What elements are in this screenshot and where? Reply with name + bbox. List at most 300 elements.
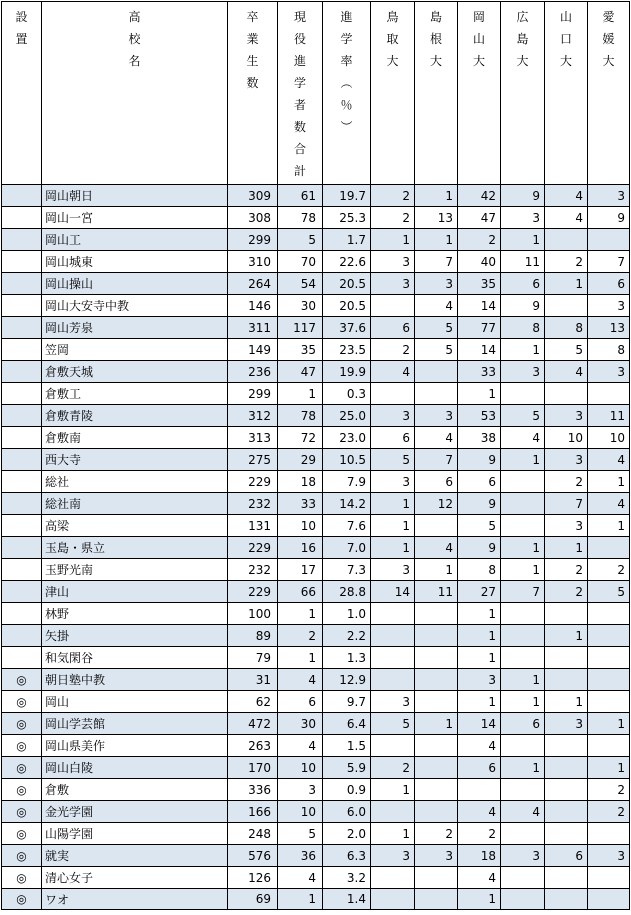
cell-okayama: 53 [458, 405, 501, 427]
cell-shimane [415, 669, 458, 691]
cell-school: 津山 [42, 581, 228, 603]
cell-hiroshima: 7 [501, 581, 545, 603]
table-row [2, 537, 630, 559]
header-char: ︶ [340, 120, 353, 134]
cell-setti [2, 295, 42, 317]
cell-advancers: 29 [278, 449, 323, 471]
cell-school: 清心女子 [42, 867, 228, 889]
cell-rate: 1.0 [323, 603, 371, 625]
cell-yamaguchi: 2 [545, 251, 588, 273]
cell-hiroshima: 1 [501, 757, 545, 779]
cell-yamaguchi: 10 [545, 427, 588, 449]
cell-hiroshima: 4 [501, 801, 545, 823]
cell-tottori: 5 [371, 449, 415, 471]
cell-okayama: 6 [458, 471, 501, 493]
cell-school: 倉敷 [42, 779, 228, 801]
cell-school: 総社南 [42, 493, 228, 515]
cell-rate: 20.5 [323, 295, 371, 317]
cell-shimane: 1 [415, 185, 458, 207]
cell-ehime: 2 [588, 559, 630, 581]
cell-setti [2, 273, 42, 295]
cell-hiroshima [501, 625, 545, 647]
cell-hiroshima: 6 [501, 713, 545, 735]
cell-shimane: 5 [415, 339, 458, 361]
cell-setti [2, 339, 42, 361]
cell-tottori: 3 [371, 273, 415, 295]
cell-hiroshima [501, 889, 545, 910]
cell-tottori [371, 295, 415, 317]
header-char: 媛 [602, 32, 615, 46]
cell-school: 西大寺 [42, 449, 228, 471]
cell-yamaguchi [545, 801, 588, 823]
cell-yamaguchi [545, 669, 588, 691]
cell-setti [2, 515, 42, 537]
cell-advancers: 18 [278, 471, 323, 493]
cell-school: 和気閑谷 [42, 647, 228, 669]
cell-yamaguchi: 2 [545, 559, 588, 581]
cell-ehime: 2 [588, 801, 630, 823]
cell-rate: 6.0 [323, 801, 371, 823]
cell-tottori [371, 889, 415, 910]
cell-tottori: 1 [371, 493, 415, 515]
cell-setti [2, 317, 42, 339]
cell-yamaguchi [545, 647, 588, 669]
cell-okayama: 9 [458, 537, 501, 559]
cell-tottori: 2 [371, 757, 415, 779]
cell-school: 岡山県美作 [42, 735, 228, 757]
results-table [1, 1, 630, 910]
table-row [2, 471, 630, 493]
cell-ehime [588, 867, 630, 889]
cell-yamaguchi: 1 [545, 537, 588, 559]
cell-setti [2, 185, 42, 207]
table-row [2, 691, 630, 713]
cell-setti: ◎ [2, 889, 42, 910]
cell-hiroshima: 11 [501, 251, 545, 273]
cell-okayama: 3 [458, 669, 501, 691]
header-label: 現 [293, 10, 306, 24]
cell-tottori [371, 867, 415, 889]
cell-shimane: 3 [415, 845, 458, 867]
cell-tottori: 1 [371, 515, 415, 537]
cell-advancers: 6 [278, 691, 323, 713]
cell-yamaguchi: 4 [545, 361, 588, 383]
cell-hiroshima: 8 [501, 317, 545, 339]
table-row [2, 713, 630, 735]
cell-shimane: 3 [415, 273, 458, 295]
cell-ehime: 1 [588, 757, 630, 779]
cell-school: 岡山操山 [42, 273, 228, 295]
cell-school: 岡山城東 [42, 251, 228, 273]
cell-grads: 229 [228, 471, 278, 493]
cell-setti: ◎ [2, 757, 42, 779]
cell-shimane [415, 647, 458, 669]
cell-school: 岡山朝日 [42, 185, 228, 207]
cell-grads: 146 [228, 295, 278, 317]
cell-shimane: 4 [415, 537, 458, 559]
cell-hiroshima [501, 735, 545, 757]
cell-advancers: 4 [278, 735, 323, 757]
cell-hiroshima: 1 [501, 537, 545, 559]
cell-hiroshima [501, 823, 545, 845]
cell-okayama: 40 [458, 251, 501, 273]
cell-rate: 20.5 [323, 273, 371, 295]
cell-rate: 10.5 [323, 449, 371, 471]
header-rate [323, 2, 371, 185]
cell-setti: ◎ [2, 823, 42, 845]
header-char: 数 [246, 76, 259, 90]
cell-school: 朝日塾中教 [42, 669, 228, 691]
cell-advancers: 10 [278, 757, 323, 779]
header-label: 卒 [246, 10, 259, 24]
cell-yamaguchi: 1 [545, 273, 588, 295]
cell-shimane [415, 625, 458, 647]
cell-school: 矢掛 [42, 625, 228, 647]
header-setti [2, 2, 42, 185]
header-char: 者 [293, 98, 306, 112]
cell-rate: 14.2 [323, 493, 371, 515]
cell-grads: 79 [228, 647, 278, 669]
header-okayama [458, 2, 501, 185]
cell-shimane: 1 [415, 229, 458, 251]
cell-shimane [415, 779, 458, 801]
table-row [2, 207, 630, 229]
header-char: 校 [128, 32, 141, 46]
header-char: 置 [15, 32, 28, 46]
cell-setti [2, 625, 42, 647]
cell-shimane [415, 735, 458, 757]
cell-tottori: 1 [371, 779, 415, 801]
cell-advancers: 4 [278, 867, 323, 889]
cell-advancers: 117 [278, 317, 323, 339]
cell-okayama: 9 [458, 449, 501, 471]
cell-tottori: 3 [371, 559, 415, 581]
cell-grads: 232 [228, 559, 278, 581]
header-char: 大 [429, 54, 442, 68]
cell-tottori: 2 [371, 185, 415, 207]
cell-setti: ◎ [2, 691, 42, 713]
cell-ehime: 9 [588, 207, 630, 229]
cell-okayama: 5 [458, 515, 501, 537]
cell-setti [2, 603, 42, 625]
cell-hiroshima [501, 867, 545, 889]
table-row [2, 493, 630, 515]
header-label: 設 [15, 10, 28, 24]
cell-ehime: 5 [588, 581, 630, 603]
cell-rate: 2.0 [323, 823, 371, 845]
cell-advancers: 1 [278, 647, 323, 669]
cell-yamaguchi: 3 [545, 515, 588, 537]
cell-shimane: 13 [415, 207, 458, 229]
cell-ehime: 7 [588, 251, 630, 273]
cell-okayama: 18 [458, 845, 501, 867]
header-yamaguchi [545, 2, 588, 185]
cell-ehime [588, 691, 630, 713]
cell-advancers: 5 [278, 229, 323, 251]
cell-yamaguchi: 1 [545, 625, 588, 647]
header-shimane [415, 2, 458, 185]
cell-ehime: 1 [588, 713, 630, 735]
cell-yamaguchi: 6 [545, 845, 588, 867]
cell-setti [2, 251, 42, 273]
header-char: 名 [128, 54, 141, 68]
cell-rate: 2.2 [323, 625, 371, 647]
cell-grads: 336 [228, 779, 278, 801]
header-char: 率 [340, 54, 353, 68]
cell-advancers: 3 [278, 779, 323, 801]
table-row [2, 823, 630, 845]
cell-okayama: 33 [458, 361, 501, 383]
header-label: 鳥 [386, 10, 399, 24]
cell-rate: 22.6 [323, 251, 371, 273]
cell-grads: 229 [228, 581, 278, 603]
cell-advancers: 10 [278, 515, 323, 537]
cell-okayama: 14 [458, 713, 501, 735]
header-label: 岡 [472, 10, 485, 24]
cell-setti [2, 229, 42, 251]
cell-hiroshima: 1 [501, 669, 545, 691]
cell-okayama: 42 [458, 185, 501, 207]
cell-school: 林野 [42, 603, 228, 625]
header-label: 広 [516, 10, 529, 24]
cell-hiroshima [501, 493, 545, 515]
table-row [2, 295, 630, 317]
table-row [2, 581, 630, 603]
table-row [2, 405, 630, 427]
cell-rate: 3.2 [323, 867, 371, 889]
cell-rate: 9.7 [323, 691, 371, 713]
cell-yamaguchi: 4 [545, 207, 588, 229]
cell-tottori: 3 [371, 471, 415, 493]
cell-hiroshima: 1 [501, 339, 545, 361]
cell-grads: 309 [228, 185, 278, 207]
table-row [2, 845, 630, 867]
cell-hiroshima [501, 383, 545, 405]
table-row [2, 779, 630, 801]
cell-ehime [588, 889, 630, 910]
cell-hiroshima [501, 779, 545, 801]
cell-shimane: 4 [415, 295, 458, 317]
cell-yamaguchi [545, 889, 588, 910]
cell-ehime [588, 625, 630, 647]
cell-tottori [371, 647, 415, 669]
cell-okayama: 4 [458, 867, 501, 889]
table-row [2, 647, 630, 669]
cell-hiroshima: 1 [501, 559, 545, 581]
cell-grads: 310 [228, 251, 278, 273]
cell-grads: 126 [228, 867, 278, 889]
cell-school: 笠岡 [42, 339, 228, 361]
cell-advancers: 66 [278, 581, 323, 603]
header-char: 大 [602, 54, 615, 68]
cell-setti [2, 559, 42, 581]
table-row [2, 251, 630, 273]
cell-tottori: 3 [371, 691, 415, 713]
cell-ehime: 1 [588, 515, 630, 537]
header-char: 山 [472, 32, 485, 46]
cell-grads: 100 [228, 603, 278, 625]
cell-advancers: 33 [278, 493, 323, 515]
table-row [2, 449, 630, 471]
cell-ehime [588, 537, 630, 559]
cell-tottori: 4 [371, 361, 415, 383]
cell-hiroshima: 1 [501, 449, 545, 471]
table-row [2, 185, 630, 207]
cell-setti: ◎ [2, 713, 42, 735]
cell-rate: 12.9 [323, 669, 371, 691]
header-ehime [588, 2, 630, 185]
cell-grads: 313 [228, 427, 278, 449]
cell-rate: 25.3 [323, 207, 371, 229]
cell-advancers: 10 [278, 801, 323, 823]
cell-yamaguchi: 2 [545, 471, 588, 493]
cell-yamaguchi: 7 [545, 493, 588, 515]
cell-ehime: 2 [588, 779, 630, 801]
table-row [2, 273, 630, 295]
cell-school: 就実 [42, 845, 228, 867]
cell-school: 玉野光南 [42, 559, 228, 581]
cell-rate: 1.7 [323, 229, 371, 251]
cell-advancers: 47 [278, 361, 323, 383]
cell-tottori: 6 [371, 317, 415, 339]
cell-shimane: 11 [415, 581, 458, 603]
cell-advancers: 30 [278, 713, 323, 735]
cell-okayama: 2 [458, 229, 501, 251]
header-char: 根 [429, 32, 442, 46]
cell-setti: ◎ [2, 779, 42, 801]
cell-rate: 23.5 [323, 339, 371, 361]
cell-okayama: 77 [458, 317, 501, 339]
header-char: 口 [559, 32, 572, 46]
table-row [2, 229, 630, 251]
cell-okayama: 4 [458, 735, 501, 757]
cell-setti: ◎ [2, 845, 42, 867]
cell-advancers: 35 [278, 339, 323, 361]
cell-hiroshima [501, 515, 545, 537]
cell-advancers: 78 [278, 207, 323, 229]
header-label: 進 [340, 10, 353, 24]
cell-setti [2, 493, 42, 515]
cell-school: 山陽学園 [42, 823, 228, 845]
cell-grads: 472 [228, 713, 278, 735]
cell-rate: 7.0 [323, 537, 371, 559]
cell-shimane [415, 801, 458, 823]
header-hiroshima [501, 2, 545, 185]
header-char: 学 [293, 76, 306, 90]
cell-rate: 6.4 [323, 713, 371, 735]
cell-shimane [415, 603, 458, 625]
cell-school: 岡山白陵 [42, 757, 228, 779]
cell-advancers: 2 [278, 625, 323, 647]
cell-grads: 236 [228, 361, 278, 383]
table-row [2, 735, 630, 757]
cell-grads: 89 [228, 625, 278, 647]
cell-shimane [415, 867, 458, 889]
cell-rate: 7.9 [323, 471, 371, 493]
cell-yamaguchi [545, 295, 588, 317]
cell-tottori [371, 735, 415, 757]
cell-rate: 6.3 [323, 845, 371, 867]
table-row [2, 801, 630, 823]
cell-grads: 576 [228, 845, 278, 867]
cell-yamaguchi: 3 [545, 405, 588, 427]
header-char: 大 [559, 54, 572, 68]
cell-school: 倉敷南 [42, 427, 228, 449]
cell-advancers: 1 [278, 603, 323, 625]
cell-grads: 311 [228, 317, 278, 339]
cell-rate: 37.6 [323, 317, 371, 339]
cell-grads: 312 [228, 405, 278, 427]
cell-ehime: 10 [588, 427, 630, 449]
cell-ehime [588, 647, 630, 669]
cell-ehime: 11 [588, 405, 630, 427]
cell-shimane: 4 [415, 427, 458, 449]
cell-school: 岡山 [42, 691, 228, 713]
cell-setti [2, 361, 42, 383]
cell-tottori [371, 603, 415, 625]
header-char: 役 [293, 32, 306, 46]
cell-advancers: 61 [278, 185, 323, 207]
cell-rate: 0.9 [323, 779, 371, 801]
cell-grads: 170 [228, 757, 278, 779]
header-label: 愛 [602, 10, 615, 24]
cell-grads: 149 [228, 339, 278, 361]
header-char: 大 [386, 54, 399, 68]
cell-hiroshima: 1 [501, 229, 545, 251]
cell-rate: 19.7 [323, 185, 371, 207]
cell-tottori [371, 669, 415, 691]
cell-yamaguchi [545, 229, 588, 251]
cell-okayama: 8 [458, 559, 501, 581]
cell-rate: 5.9 [323, 757, 371, 779]
cell-ehime: 4 [588, 449, 630, 471]
cell-yamaguchi [545, 867, 588, 889]
cell-setti [2, 405, 42, 427]
header-char: ％ [340, 98, 353, 112]
cell-ehime: 3 [588, 185, 630, 207]
cell-hiroshima [501, 603, 545, 625]
table-row [2, 361, 630, 383]
cell-rate: 25.0 [323, 405, 371, 427]
cell-shimane [415, 361, 458, 383]
header-char: 大 [472, 54, 485, 68]
header-char: ︵ [340, 76, 353, 90]
cell-setti [2, 581, 42, 603]
cell-school: 倉敷工 [42, 383, 228, 405]
cell-school: 岡山大安寺中教 [42, 295, 228, 317]
cell-grads: 248 [228, 823, 278, 845]
cell-ehime: 3 [588, 845, 630, 867]
cell-shimane: 7 [415, 449, 458, 471]
cell-tottori: 2 [371, 339, 415, 361]
cell-okayama: 1 [458, 383, 501, 405]
cell-grads: 229 [228, 537, 278, 559]
cell-yamaguchi: 8 [545, 317, 588, 339]
cell-tottori: 14 [371, 581, 415, 603]
table-row [2, 339, 630, 361]
cell-school: 倉敷天城 [42, 361, 228, 383]
header-char: 業 [246, 32, 259, 46]
header-row [2, 2, 630, 185]
cell-okayama: 27 [458, 581, 501, 603]
cell-shimane [415, 757, 458, 779]
header-label: 島 [429, 10, 442, 24]
cell-advancers: 16 [278, 537, 323, 559]
cell-yamaguchi: 4 [545, 185, 588, 207]
cell-hiroshima [501, 647, 545, 669]
cell-tottori: 3 [371, 845, 415, 867]
cell-hiroshima: 9 [501, 185, 545, 207]
